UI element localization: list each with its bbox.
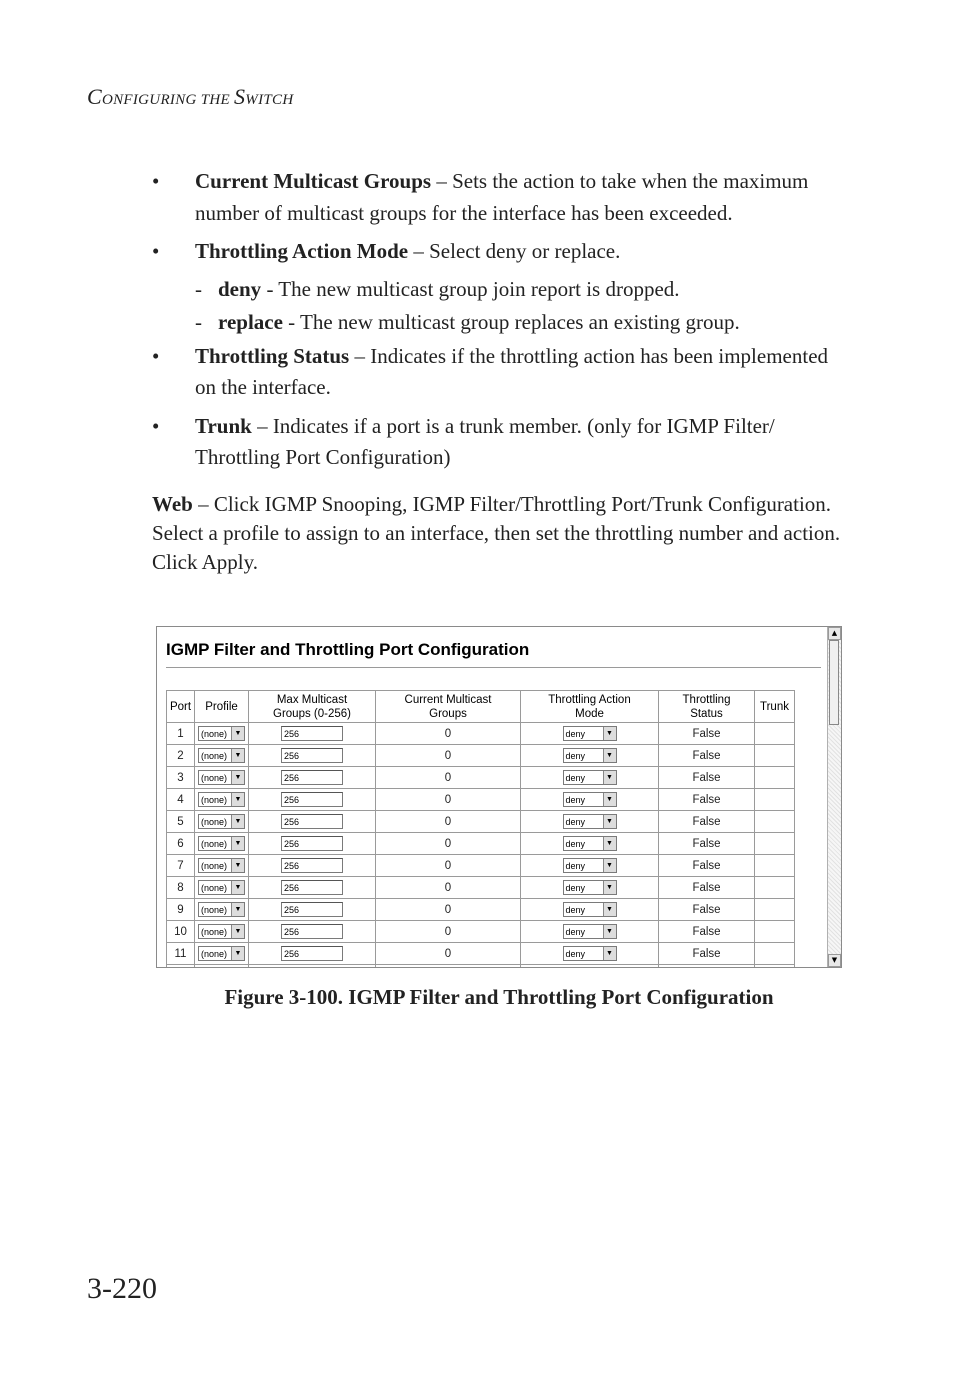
bullet-throttling-action-mode: • Throttling Action Mode – Select deny or replace.	[152, 239, 621, 263]
profile-select[interactable]: (none) ▼	[198, 770, 245, 785]
running-header	[87, 84, 293, 110]
chevron-down-icon[interactable]: ▼	[603, 771, 616, 784]
col-port: Port	[167, 691, 195, 723]
current-groups-cell: 0	[376, 943, 521, 965]
chevron-down-icon[interactable]: ▼	[231, 947, 244, 960]
table-row	[167, 789, 795, 811]
max-groups-cell	[249, 811, 376, 833]
chevron-down-icon[interactable]: ▼	[603, 837, 616, 850]
table-row	[167, 921, 795, 943]
table-row	[167, 943, 795, 965]
profile-select[interactable]: (none) ▼	[198, 946, 245, 961]
chevron-down-icon[interactable]: ▼	[603, 925, 616, 938]
profile-cell	[195, 811, 249, 833]
chevron-down-icon[interactable]: ▼	[231, 771, 244, 784]
col-current-groups: Current Multicast Groups	[376, 691, 521, 723]
max-groups-cell	[249, 745, 376, 767]
port-cell: 3	[167, 767, 195, 789]
trunk-cell	[755, 921, 795, 943]
throttling-status-cell: False	[659, 943, 755, 965]
table-row	[167, 723, 795, 745]
screenshot-igmp-filter-throttling	[156, 626, 842, 968]
action-mode-select[interactable]: deny ▼	[563, 836, 617, 851]
throttling-status-cell: False	[659, 899, 755, 921]
max-groups-cell	[249, 789, 376, 811]
table-row	[167, 899, 795, 921]
header-small-caps-1: ONFIGURING THE	[101, 92, 234, 108]
chevron-down-icon[interactable]: ▼	[231, 793, 244, 806]
action-mode-cell	[521, 855, 659, 877]
max-groups-input[interactable]: 256	[281, 946, 343, 961]
col-trunk: Trunk	[755, 691, 795, 723]
subitem-deny: - deny - The new multicast group join report is dropped.	[195, 276, 680, 301]
max-groups-input[interactable]: 256	[281, 814, 343, 829]
scroll-thumb[interactable]	[829, 640, 839, 725]
profile-cell	[195, 789, 249, 811]
port-cell: 1	[167, 723, 195, 745]
max-groups-cell	[249, 723, 376, 745]
action-mode-select[interactable]: deny ▼	[563, 946, 617, 961]
action-mode-select[interactable]: deny ▼	[563, 814, 617, 829]
trunk-cell	[755, 943, 795, 965]
chevron-down-icon[interactable]: ▼	[603, 793, 616, 806]
profile-cell	[195, 877, 249, 899]
col-throttling-status: Throttling Status	[659, 691, 755, 723]
col-profile: Profile	[195, 691, 249, 723]
chevron-down-icon[interactable]: ▼	[231, 859, 244, 872]
trunk-cell	[755, 811, 795, 833]
col-max-groups: Max Multicast Groups (0-256)	[249, 691, 376, 723]
chevron-down-icon[interactable]: ▼	[231, 881, 244, 894]
chevron-down-icon[interactable]: ▼	[603, 727, 616, 740]
max-groups-cell	[249, 877, 376, 899]
trunk-cell	[755, 833, 795, 855]
figure-caption: Figure 3-100. IGMP Filter and Throttling Port Configuration	[224, 985, 774, 1009]
throttling-status-cell: False	[659, 723, 755, 745]
table-row	[167, 745, 795, 767]
throttling-status-cell: False	[659, 745, 755, 767]
action-mode-select[interactable]: deny ▼	[563, 924, 617, 939]
max-groups-input[interactable]: 256	[281, 924, 343, 939]
header-small-caps-2: WITCH	[245, 92, 294, 108]
profile-cell	[195, 855, 249, 877]
port-cell: 6	[167, 833, 195, 855]
max-groups-input[interactable]: 256	[281, 792, 343, 807]
action-mode-cell	[521, 833, 659, 855]
trunk-cell	[755, 767, 795, 789]
scroll-down-icon[interactable]: ▼	[828, 954, 841, 967]
throttling-status-cell: False	[659, 921, 755, 943]
profile-cell	[195, 723, 249, 745]
port-cell: 5	[167, 811, 195, 833]
max-groups-cell	[249, 855, 376, 877]
action-mode-cell	[521, 723, 659, 745]
throttling-status-cell: False	[659, 789, 755, 811]
action-mode-select[interactable]: deny ▼	[563, 902, 617, 917]
profile-cell	[195, 943, 249, 965]
col-action-mode: Throttling Action Mode	[521, 691, 659, 723]
title-divider	[166, 667, 821, 668]
max-groups-cell	[249, 833, 376, 855]
trunk-cell	[755, 723, 795, 745]
chevron-down-icon[interactable]: ▼	[603, 859, 616, 872]
chevron-down-icon[interactable]: ▼	[603, 815, 616, 828]
chevron-down-icon[interactable]: ▼	[603, 881, 616, 894]
profile-cell	[195, 921, 249, 943]
action-mode-select[interactable]: deny ▼	[563, 792, 617, 807]
chevron-down-icon[interactable]: ▼	[603, 749, 616, 762]
table-row	[167, 855, 795, 877]
chevron-down-icon[interactable]: ▼	[231, 903, 244, 916]
table-row-partial	[167, 965, 795, 969]
port-cell: 2	[167, 745, 195, 767]
throttling-status-cell: False	[659, 855, 755, 877]
bullet-throttling-status: • Throttling Status – Indicates if the throttling action has been implemented on the interface.	[152, 343, 829, 399]
profile-select[interactable]: (none) ▼	[198, 792, 245, 807]
current-groups-cell: 0	[376, 789, 521, 811]
trunk-cell	[755, 745, 795, 767]
port-cell: 10	[167, 921, 195, 943]
web-instructions: Web – Click IGMP Snooping, IGMP Filter/Throttling Port/Trunk Configuration. Select a profile to assign to an interface, then set the throttling number and action. Click Apply.	[152, 491, 841, 574]
chevron-down-icon[interactable]: ▼	[231, 749, 244, 762]
max-groups-cell	[249, 767, 376, 789]
chevron-down-icon[interactable]: ▼	[231, 727, 244, 740]
header-letter-s: S	[233, 84, 246, 109]
action-mode-select[interactable]: deny ▼	[563, 880, 617, 895]
screen-title: IGMP Filter and Throttling Port Configuration	[166, 640, 530, 659]
max-groups-cell	[249, 921, 376, 943]
port-cell: 9	[167, 899, 195, 921]
bullet-current-multicast-groups: • Current Multicast Groups – Sets the action to take when the maximum number of multicast groups for the interface has been exceeded.	[152, 169, 809, 225]
port-cell: 11	[167, 943, 195, 965]
profile-select[interactable]: (none) ▼	[198, 902, 245, 917]
table-row	[167, 767, 795, 789]
table-row	[167, 833, 795, 855]
table-body	[167, 723, 795, 969]
action-mode-select[interactable]: deny ▼	[563, 770, 617, 785]
action-mode-cell	[521, 745, 659, 767]
profile-select[interactable]: (none) ▼	[198, 836, 245, 851]
action-mode-select[interactable]: deny ▼	[563, 726, 617, 741]
max-groups-cell	[249, 943, 376, 965]
current-groups-cell: 0	[376, 877, 521, 899]
table-row	[167, 877, 795, 899]
chevron-down-icon[interactable]: ▼	[231, 815, 244, 828]
body-text	[152, 166, 852, 577]
trunk-cell	[755, 899, 795, 921]
port-cell: 7	[167, 855, 195, 877]
profile-cell	[195, 899, 249, 921]
action-mode-cell	[521, 899, 659, 921]
chevron-down-icon[interactable]: ▼	[603, 947, 616, 960]
action-mode-cell	[521, 921, 659, 943]
current-groups-cell: 0	[376, 745, 521, 767]
bullet-trunk: • Trunk – Indicates if a port is a trunk member. (only for IGMP Filter/ Throttling Port Configuration)	[152, 413, 775, 469]
action-mode-select[interactable]: deny ▼	[563, 858, 617, 873]
action-mode-cell	[521, 943, 659, 965]
trunk-cell	[755, 877, 795, 899]
action-mode-cell	[521, 789, 659, 811]
max-groups-input[interactable]: 256	[281, 726, 343, 741]
profile-select[interactable]: (none) ▼	[198, 814, 245, 829]
max-groups-input[interactable]: 256	[281, 770, 343, 785]
port-cell: 8	[167, 877, 195, 899]
chevron-down-icon[interactable]: ▼	[231, 837, 244, 850]
current-groups-cell: 0	[376, 767, 521, 789]
chevron-down-icon[interactable]: ▼	[231, 925, 244, 938]
trunk-cell	[755, 789, 795, 811]
max-groups-input[interactable]: 256	[281, 748, 343, 763]
throttling-status-cell: False	[659, 877, 755, 899]
profile-select[interactable]: (none) ▼	[198, 924, 245, 939]
vertical-scrollbar[interactable]	[827, 627, 841, 967]
action-mode-cell	[521, 767, 659, 789]
max-groups-input[interactable]: 256	[281, 858, 343, 873]
header-letter-c: C	[87, 84, 102, 109]
page-number: 3-220	[87, 1272, 157, 1305]
throttling-status-cell: False	[659, 811, 755, 833]
action-mode-select[interactable]: deny ▼	[563, 748, 617, 763]
profile-select[interactable]: (none) ▼	[198, 880, 245, 895]
port-config-table	[166, 690, 795, 968]
subitem-replace: - replace - The new multicast group replaces an existing group.	[195, 309, 740, 334]
chevron-down-icon[interactable]: ▼	[603, 903, 616, 916]
max-groups-cell	[249, 899, 376, 921]
action-mode-cell	[521, 877, 659, 899]
scroll-up-icon[interactable]: ▲	[828, 627, 841, 640]
profile-select[interactable]: (none) ▼	[198, 748, 245, 763]
profile-cell	[195, 745, 249, 767]
profile-cell	[195, 767, 249, 789]
current-groups-cell: 0	[376, 833, 521, 855]
max-groups-input[interactable]: 256	[281, 880, 343, 895]
profile-select[interactable]: (none) ▼	[198, 858, 245, 873]
action-mode-cell	[521, 811, 659, 833]
current-groups-cell: 0	[376, 899, 521, 921]
current-groups-cell: 0	[376, 921, 521, 943]
current-groups-cell: 0	[376, 811, 521, 833]
table-header-row	[167, 691, 795, 723]
profile-cell	[195, 833, 249, 855]
max-groups-input[interactable]: 256	[281, 836, 343, 851]
current-groups-cell: 0	[376, 723, 521, 745]
current-groups-cell: 0	[376, 855, 521, 877]
throttling-status-cell: False	[659, 767, 755, 789]
profile-select[interactable]: (none) ▼	[198, 726, 245, 741]
trunk-cell	[755, 855, 795, 877]
table-row	[167, 811, 795, 833]
max-groups-input[interactable]: 256	[281, 902, 343, 917]
port-cell: 4	[167, 789, 195, 811]
throttling-status-cell: False	[659, 833, 755, 855]
